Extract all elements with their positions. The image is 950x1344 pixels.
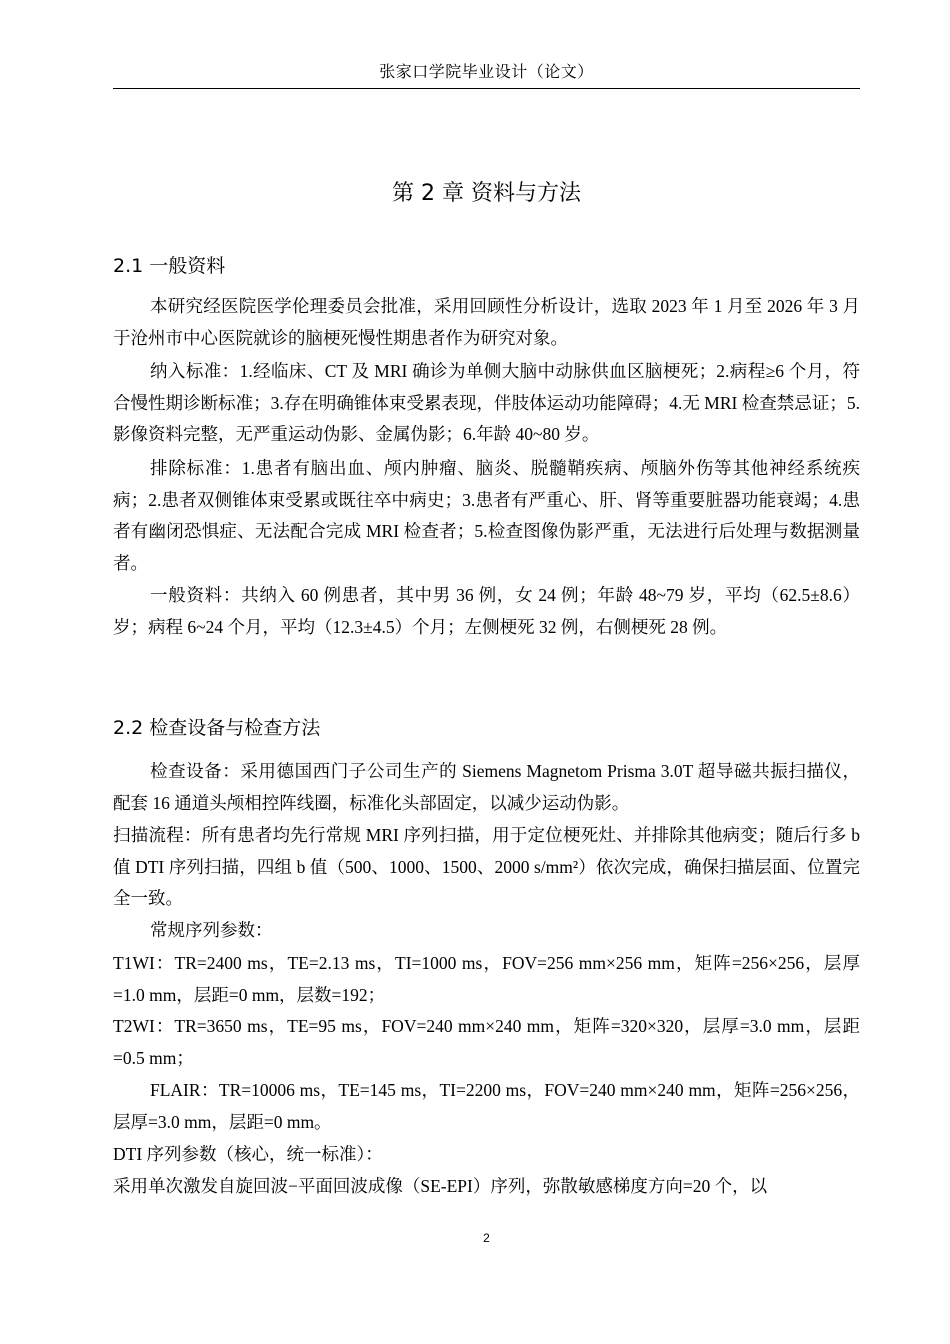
- section-heading-2-2: 2.2 检查设备与检查方法: [113, 717, 321, 739]
- paragraph-general-data: 一般资料：共纳入 60 例患者，其中男 36 例，女 24 例；年龄 48~79 岁，平均（62.5±8.6）岁；病程 6~24 个月，平均（12.3±4.5）个月；左侧梗死 32 例，右侧梗死 28 例。: [113, 585, 860, 637]
- chapter-title: 第 2 章 资料与方法: [392, 181, 581, 206]
- paragraph-exclusion-criteria: 排除标准：1.患者有脑出血、颅内肿瘤、脑炎、脱髓鞘疾病、颅脑外伤等其他神经系统疾病；2.患者双侧锥体束受累或既往卒中病史；3.患者有严重心、肝、肾等重要脏器功能衰竭；4.患者有幽闭恐惧症、无法配合完成 MRI 检查者；5.检查图像伪影严重，无法进行后处理与数据测量者。: [113, 458, 860, 573]
- paragraph-study-design: 本研究经医院医学伦理委员会批准，采用回顾性分析设计，选取 2023 年 1 月至 2026 年 3 月于沧州市中心医院就诊的脑梗死慢性期患者作为研究对象。: [113, 296, 860, 348]
- paragraph-inclusion-criteria: 纳入标准：1.经临床、CT 及 MRI 确诊为单侧大脑中动脉供血区脑梗死；2.病程≥6 个月，符合慢性期诊断标准；3.存在明确锥体束受累表现，伴肢体运动功能障碍；4.无 MRI 检查禁忌证；5.影像资料完整，无严重运动伪影、金属伪影；6.年龄 40~80 岁。: [113, 361, 860, 444]
- paragraph-routine-sequence-label: 常规序列参数：: [150, 920, 273, 940]
- section-heading-2-1: 2.1 一般资料: [113, 255, 226, 277]
- paragraph-dti-label: DTI 序列参数（核心，统一标准）：: [113, 1144, 383, 1164]
- paragraph-t1wi-params: T1WI：TR=2400 ms，TE=2.13 ms，TI=1000 ms，FOV=256 mm×256 mm，矩阵=256×256，层厚=1.0 mm，层距=0 mm，层数=192；: [113, 953, 860, 1005]
- paragraph-scan-procedure: 扫描流程：所有患者均先行常规 MRI 序列扫描，用于定位梗死灶、并排除其他病变；随后行多 b 值 DTI 序列扫描，四组 b 值（500、1000、1500、2000 s/mm²）依次完成，确保扫描层面、位置完全一致。: [113, 825, 860, 908]
- header-rule: [113, 88, 860, 89]
- page-number: 2: [483, 1231, 490, 1245]
- paragraph-flair-params: FLAIR：TR=10006 ms，TE=145 ms，TI=2200 ms，FOV=240 mm×240 mm，矩阵=256×256，层厚=3.0 mm，层距=0 mm。: [113, 1080, 860, 1132]
- paragraph-t2wi-params: T2WI：TR=3650 ms，TE=95 ms，FOV=240 mm×240 mm，矩阵=320×320，层厚=3.0 mm，层距=0.5 mm；: [113, 1016, 860, 1068]
- page-header: 张家口学院毕业设计（论文）: [379, 64, 594, 81]
- paragraph-dti-params: 采用单次激发自旋回波−平面回波成像（SE-EPI）序列，弥散敏感梯度方向=20 个，以: [113, 1176, 768, 1196]
- paragraph-equipment: 检查设备：采用德国西门子公司生产的 Siemens Magnetom Prisma 3.0T 超导磁共振扫描仪，配套 16 通道头颅相控阵线圈，标准化头部固定，以减少运动伪影。: [113, 761, 860, 813]
